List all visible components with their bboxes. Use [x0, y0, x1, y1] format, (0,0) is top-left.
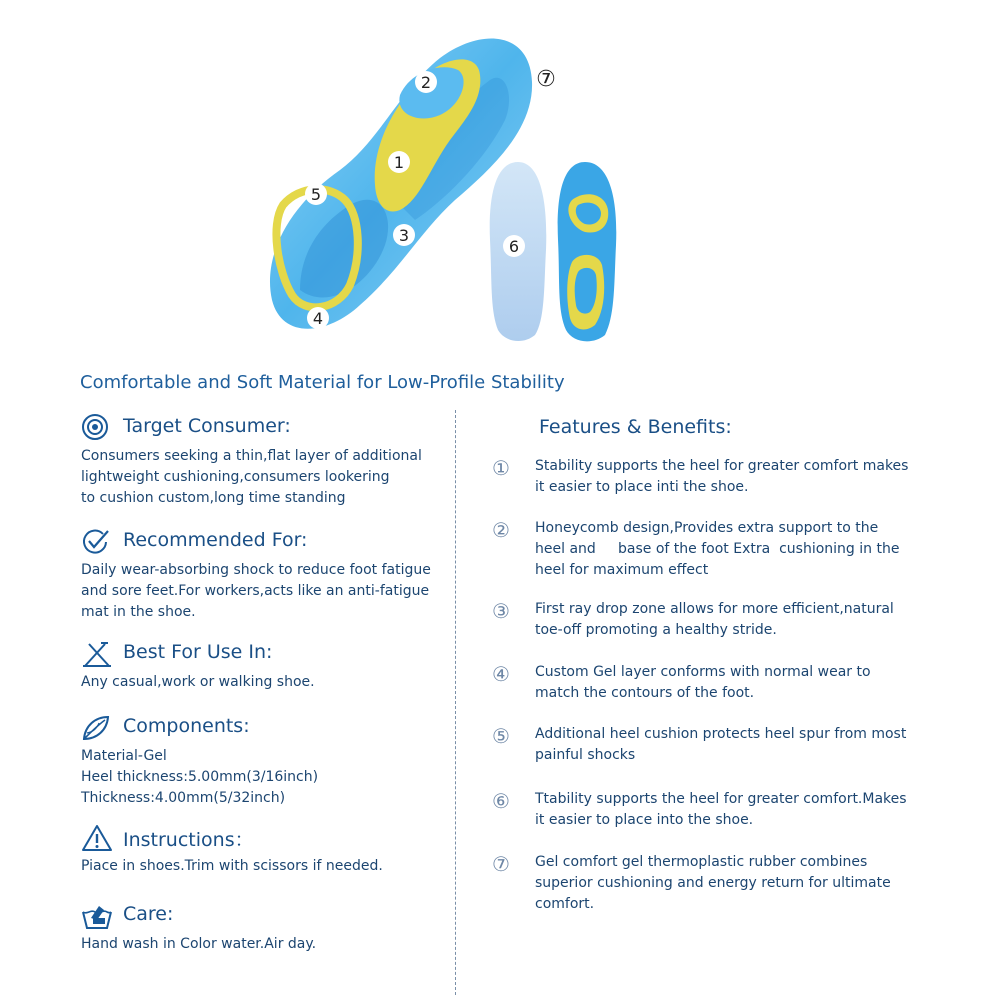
- svg-text:2: 2: [420, 73, 432, 92]
- warning-icon: [81, 824, 111, 850]
- section-best-for-use: [81, 638, 451, 693]
- feature-line: it easier to place inti the shoe.: [535, 479, 749, 495]
- svg-text:4: 4: [312, 309, 324, 328]
- feature-line: Stability supports the heel for greater comfort makes: [535, 458, 909, 474]
- pale-insole: [490, 162, 547, 341]
- svg-text:3: 3: [398, 226, 410, 245]
- feature-text: [535, 852, 930, 915]
- section-instructions: [81, 822, 451, 877]
- section-components: [81, 712, 451, 809]
- target-icon: [81, 414, 111, 440]
- column-divider: [455, 410, 456, 995]
- section-target-consumer: [81, 412, 451, 509]
- section-title: Recommended For:: [123, 529, 308, 551]
- feature-line: heel and base of the foot Extra cushioning in the: [535, 541, 900, 557]
- feature-number: ①: [492, 456, 510, 480]
- svg-text:6: 6: [508, 237, 520, 256]
- body-line: Any casual,work or walking shoe.: [81, 674, 315, 690]
- feature-number: ⑤: [492, 724, 510, 748]
- feature-text: [535, 518, 930, 581]
- section-title: Instructions：: [123, 829, 254, 851]
- section-care: [81, 900, 451, 955]
- section-title: Care:: [123, 903, 174, 925]
- blue-insole: [558, 162, 617, 341]
- feature-line: painful shocks: [535, 747, 636, 763]
- feature-line: First ray drop zone allows for more efficient,natural: [535, 601, 894, 617]
- callout-7: [536, 67, 556, 92]
- features-title: Features & Benefits:: [539, 416, 732, 438]
- body-line: Heel thickness:5.00mm(3/16inch): [81, 769, 319, 785]
- section-title: Target Consumer:: [123, 415, 291, 437]
- body-line: Consumers seeking a thin,flat layer of additional: [81, 448, 422, 464]
- section-body: [81, 446, 451, 509]
- callout-6: [503, 235, 525, 257]
- section-body: [81, 560, 451, 623]
- feature-line: Honeycomb design,Provides extra support to the: [535, 520, 879, 536]
- body-line: Hand wash in Color water.Air day.: [81, 936, 317, 952]
- callout-4: [307, 307, 329, 329]
- svg-text:5: 5: [310, 185, 322, 204]
- insole-illustration: [0, 0, 1000, 360]
- feature-line: Custom Gel layer conforms with normal wear to: [535, 664, 871, 680]
- page-title: Comfortable and Soft Material for Low-Profile Stability: [80, 372, 565, 393]
- body-line: Material-Gel: [81, 748, 167, 764]
- body-line: Thickness:4.00mm(5/32inch): [81, 790, 286, 806]
- feature-number: ⑥: [492, 789, 510, 813]
- crossed-tools-icon: [81, 640, 111, 666]
- svg-text:⑦: ⑦: [536, 67, 556, 92]
- section-body: [81, 934, 451, 955]
- body-line: and sore feet.For workers,acts like an anti-fatigue: [81, 583, 430, 599]
- check-circle-icon: [81, 528, 111, 554]
- feature-line: match the contours of the foot.: [535, 685, 755, 701]
- callout-1: [388, 151, 410, 173]
- callout-3: [393, 224, 415, 246]
- section-recommended: [81, 526, 451, 623]
- body-line: Piace in shoes.Trim with scissors if needed.: [81, 858, 383, 874]
- feature-line: superior cushioning and energy return for ultimate: [535, 875, 891, 891]
- feature-line: heel for maximum effect: [535, 562, 709, 578]
- body-line: Daily wear-absorbing shock to reduce foot fatigue: [81, 562, 431, 578]
- feature-line: toe-off promoting a healthy stride.: [535, 622, 777, 638]
- product-image: [0, 0, 1000, 360]
- feature-line: comfort.: [535, 896, 595, 912]
- feature-number: ④: [492, 662, 510, 686]
- feature-line: Gel comfort gel thermoplastic rubber combines: [535, 854, 868, 870]
- body-line: to cushion custom,long time standing: [81, 490, 346, 506]
- section-title: Best For Use In:: [123, 641, 273, 663]
- feature-text: [535, 789, 930, 831]
- feature-text: [535, 662, 930, 704]
- section-body: [81, 672, 451, 693]
- callout-2: [415, 71, 437, 93]
- feature-text: [535, 599, 930, 641]
- feature-line: it easier to place into the shoe.: [535, 812, 754, 828]
- section-body: [81, 856, 451, 877]
- body-line: lightweight cushioning,consumers lookering: [81, 469, 390, 485]
- leaf-icon: [81, 714, 111, 740]
- feature-line: Additional heel cushion protects heel spur from most: [535, 726, 907, 742]
- section-title: Components:: [123, 715, 250, 737]
- feature-text: [535, 456, 930, 498]
- svg-text:1: 1: [393, 153, 405, 172]
- feature-number: ⑦: [492, 852, 510, 876]
- feature-number: ③: [492, 599, 510, 623]
- hand-wash-icon: [81, 902, 111, 928]
- callout-5: [305, 183, 327, 205]
- section-body: [81, 746, 451, 809]
- body-line: mat in the shoe.: [81, 604, 196, 620]
- feature-number: ②: [492, 518, 510, 542]
- feature-line: Ttability supports the heel for greater comfort.Makes: [535, 791, 907, 807]
- feature-text: [535, 724, 930, 766]
